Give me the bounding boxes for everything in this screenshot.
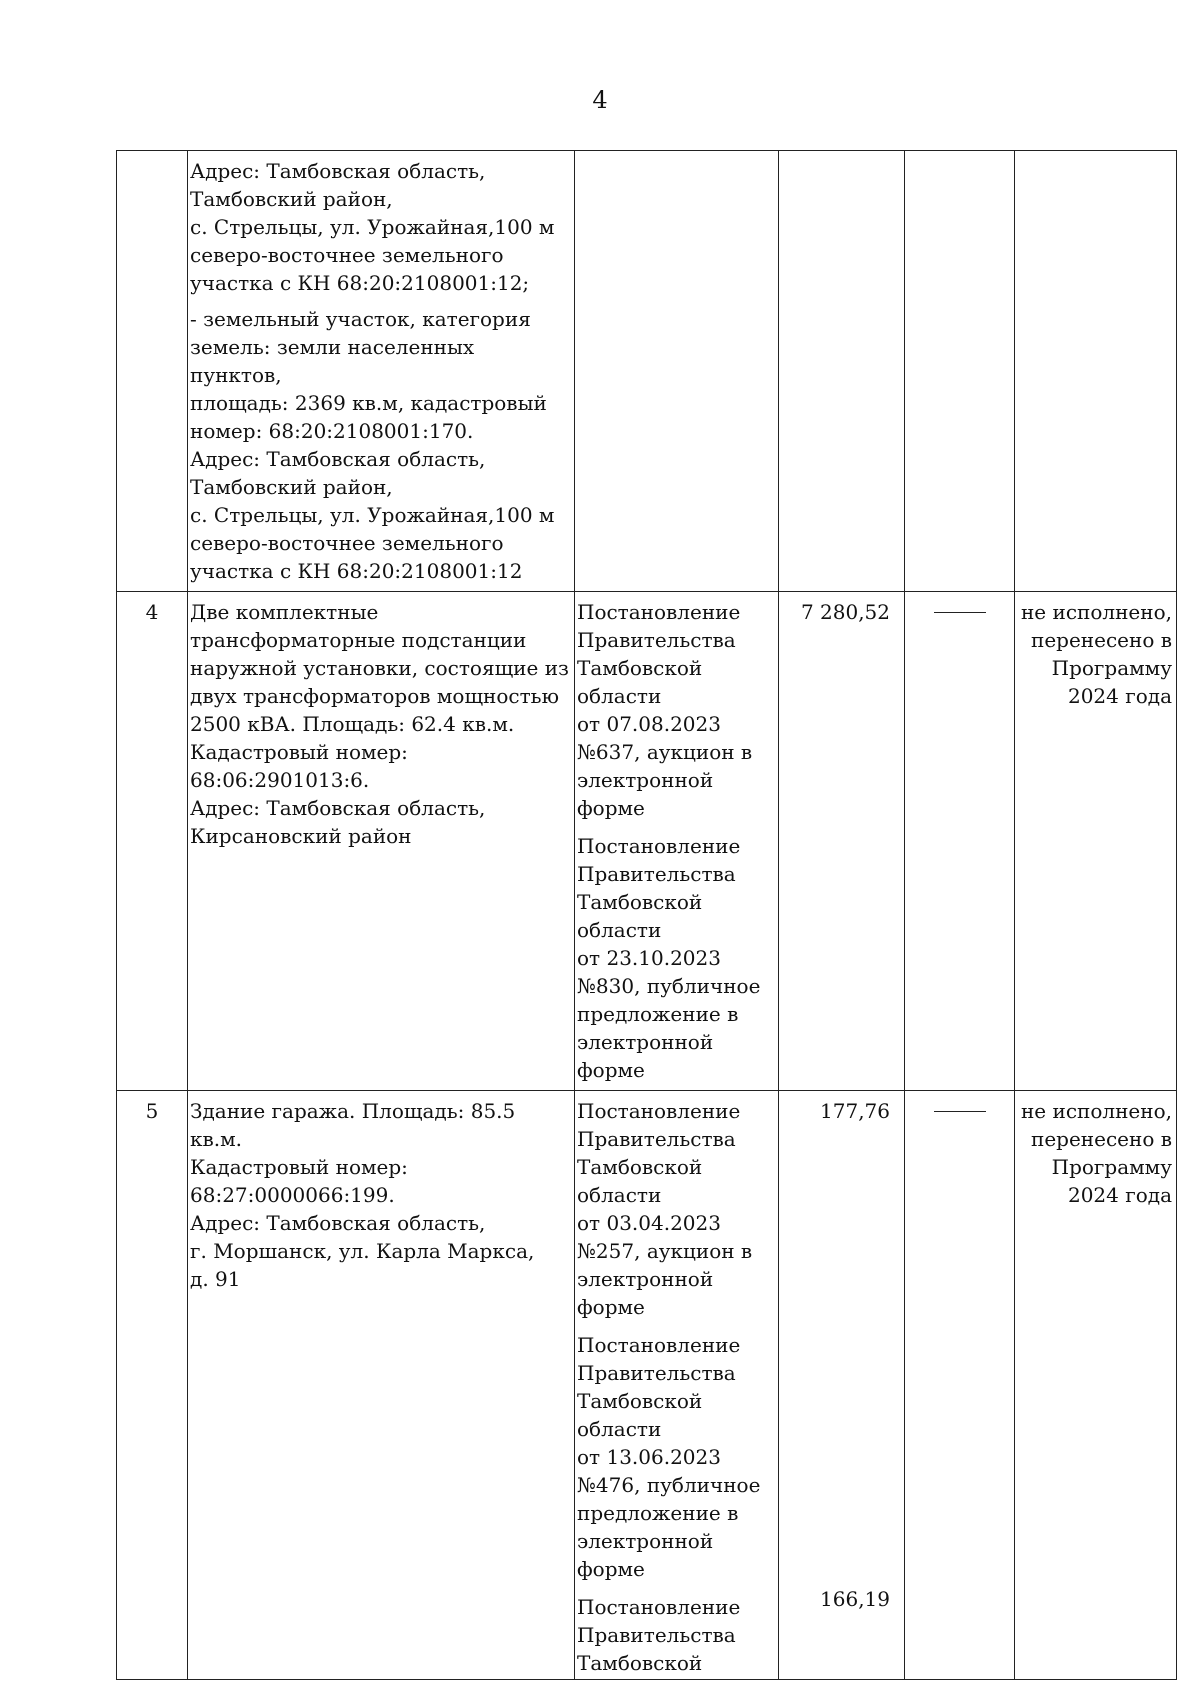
table-row (117, 151, 1177, 592)
empty-value-dash (934, 1111, 986, 1112)
amount: 166,19 (820, 1587, 890, 1611)
decree-text: Постановление Правительства Тамбовской области от 03.04.2023 №257, аукцион в электронной форме (577, 1099, 753, 1319)
amount: 7 280,52 (779, 592, 905, 1091)
status-cell (1015, 151, 1177, 592)
program-table (116, 150, 1177, 1680)
decree-text: Постановление Правительства Тамбовской (577, 1595, 741, 1675)
dash-cell (905, 592, 1015, 1091)
decree-cell (575, 592, 779, 1091)
row-number-cell (117, 151, 188, 592)
status-text: не исполнено, перенесено в Программу 2024 года (1020, 1099, 1172, 1207)
decree-text: Постановление Правительства Тамбовской области от 13.06.2023 №476, публичное предложение в электронной форме (577, 1333, 761, 1581)
amount-cell (779, 151, 905, 592)
decree-cell (575, 151, 779, 592)
object-description-cell (188, 592, 575, 1091)
table-row (117, 592, 1177, 1091)
amount: 177,76 (820, 1099, 890, 1123)
decree-cell (575, 1091, 779, 1680)
page-number: 4 (592, 86, 608, 114)
table-row (117, 1091, 1177, 1680)
dash-cell (905, 1091, 1015, 1680)
object-description: Здание гаража. Площадь: 85.5 кв.м. Кадастровый номер: 68:27:0000066:199. Адрес: Тамбовская область, г. Моршанск, ул. Карла Маркса, д. 91 (190, 1099, 535, 1291)
object-description-cell (188, 151, 575, 592)
status-text: не исполнено, перенесено в Программу 2024 года (1020, 600, 1172, 708)
status-cell (1015, 592, 1177, 1091)
decree-text: Постановление Правительства Тамбовской области от 23.10.2023 №830, публичное предложение в электронной форме (577, 834, 761, 1082)
object-description-cell (188, 1091, 575, 1680)
dash-cell (905, 151, 1015, 592)
amount-cell (779, 1091, 905, 1680)
object-description: Адрес: Тамбовская область, Тамбовский район, с. Стрельцы, ул. Урожайная,100 м северо-восточнее земельного участка с КН 68:20:2108001:12; (190, 159, 555, 295)
object-description: - земельный участок, категория земель: земли населенных пунктов, площадь: 2369 кв.м, кадастровый номер: 68:20:2108001:170. Адрес: Тамбовская область, Тамбовский район, с. Стрельцы, ул. Урожайная,100 м северо-восточнее земельного участка с КН 68:20:2108001:12 (190, 307, 555, 583)
decree-text: Постановление Правительства Тамбовской области от 07.08.2023 №637, аукцион в электронной форме (577, 600, 753, 820)
row-number: 5 (117, 1091, 188, 1680)
row-number: 4 (117, 592, 188, 1091)
status-cell (1015, 1091, 1177, 1680)
empty-value-dash (934, 612, 986, 613)
object-description: Две комплектные трансформаторные подстанции наружной установки, состоящие из двух трансформаторов мощностью 2500 кВА. Площадь: 62.4 кв.м. Кадастровый номер: 68:06:2901013:6. Адрес: Тамбовская область, Кирсановский район (190, 600, 569, 848)
